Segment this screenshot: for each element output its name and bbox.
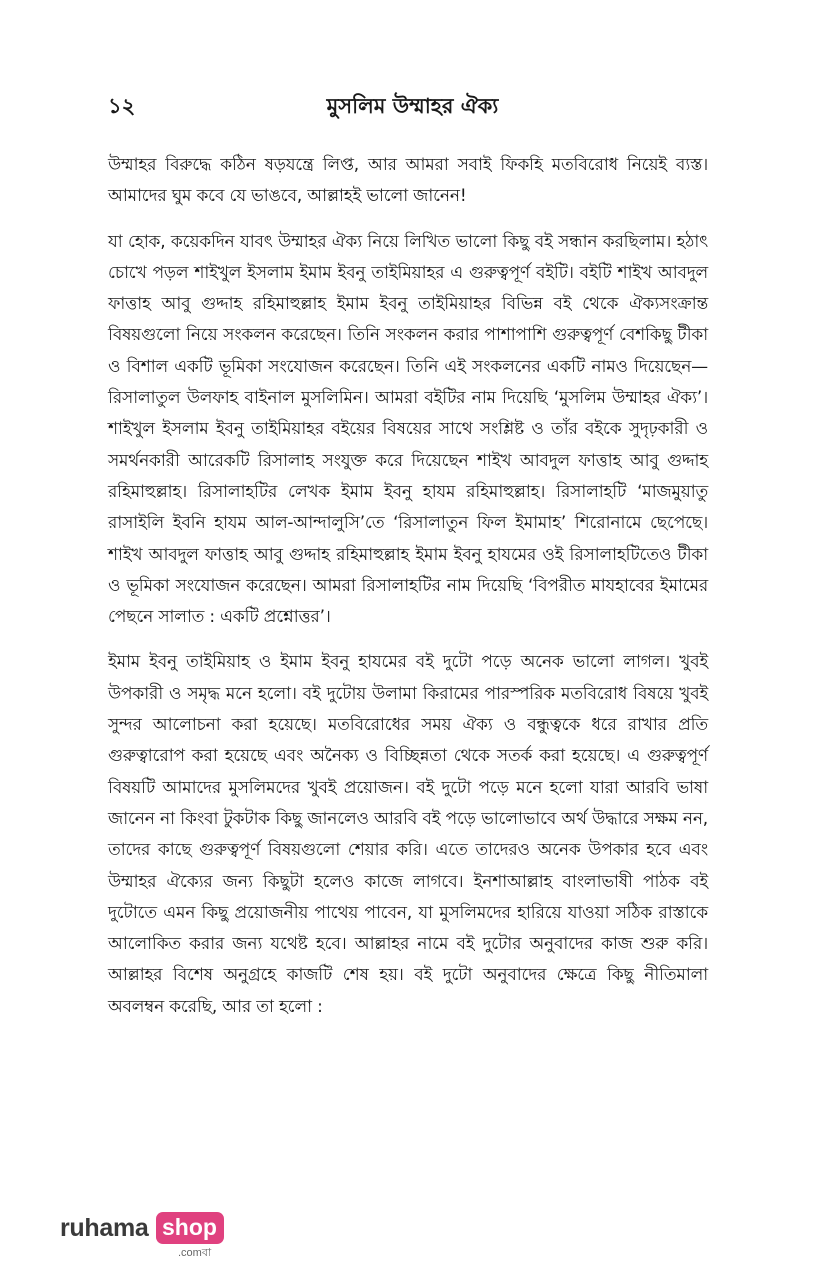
paragraph-1: উম্মাহর বিরুদ্ধে কঠিন ষড়যন্ত্রে লিপ্ত, আর আমরা সবাই ফিকহি মতবিরোধ নিয়েই ব্যস্ত। আমাদের ঘুম কবে যে ভাঙবে, আল্লাহই ভালো জানেন! [108, 155, 708, 207]
page-header [0, 84, 825, 124]
logo-domain-text: .comবা [178, 1247, 212, 1259]
ruhama-shop-watermark-logo [60, 1210, 230, 1260]
logo-shop-badge: shop [156, 1212, 224, 1244]
paragraph-3: ইমাম ইবনু তাইমিয়াহ ও ইমাম ইবনু হাযমের বই দুটো পড়ে অনেক ভালো লাগল। খুবই উপকারী ও সমৃদ্ধ মনে হলো। বই দুটোয় উলামা কিরামের পারস্পরিক মতবিরোধ বিষয়ে খুবই সুন্দর আলোচনা করা হয়েছে। মতবিরোধের সময় ঐক্য ও বন্ধুত্বকে ধরে রাখার প্রতি গুরুত্বারোপ করা হয়েছে এবং অনৈক্য ও বিচ্ছিন্নতা থেকে সতর্ক করা হয়েছে। এ গুরুত্বপূর্ণ বিষয়টি আমাদের মুসলিমদের খুবই প্রয়োজন। বই দুটো পড়ে মনে হলো যারা আরবি ভাষা জানেন না কিংবা টুকটাক কিছু জানলেও আরবি বই পড়ে ভালোভাবে অর্থ উদ্ধারে সক্ষম নন, তাদের কাছে গুরুত্বপূর্ণ বিষয়গুলো শেয়ার করি। এতে তাদেরও অনেক উপকার হবে এবং উম্মাহর ঐক্যের জন্য কিছুটা হলেও কাজে লাগবে। ইনশাআল্লাহ বাংলাভাষী পাঠক বই দুটোতে এমন কিছু প্রয়োজনীয় পাথেয় পাবেন, যা মুসলিমদের হারিয়ে যাওয়া সঠিক রাস্তাকে আলোকিত করার জন্য যথেষ্ট হবে। আল্লাহর নামে বই দুটোর অনুবাদের কাজ শুরু করি। আল্লাহর বিশেষ অনুগ্রহে কাজটি শেষ হয়। বই দুটো অনুবাদের ক্ষেত্রে কিছু নীতিমালা অবলম্বন করেছি, আর তা হলো : [108, 652, 708, 1017]
paragraph-2: যা হোক, কয়েকদিন যাবৎ উম্মাহর ঐক্য নিয়ে লিখিত ভালো কিছু বই সন্ধান করছিলাম। হঠাৎ চোখে পড়ল শাইখুল ইসলাম ইমাম ইবনু তাইমিয়াহর এ গুরুত্বপূর্ণ বইটি। বইটি শাইখ আবদুল ফাত্তাহ আবু গুদ্দাহ রহিমাহুল্লাহ ইমাম ইবনু তাইমিয়াহর বিভিন্ন বই থেকে ঐক্যসংক্রান্ত বিষয়গুলো নিয়ে সংকলন করেছেন। তিনি সংকলন করার পাশাপাশি গুরুত্বপূর্ণ বেশকিছু টীকা ও বিশাল একটি ভূমিকা সংযোজন করেছেন। তিনি এই সংকলনের একটি নামও দিয়েছেন—রিসালাতুল উলফাহ বাইনাল মুসলিমিন। আমরা বইটির নাম দিয়েছি ‘মুসলিম উম্মাহর ঐক্য’। শাইখুল ইসলাম ইবনু তাইমিয়াহর বইয়ের বিষয়ের সাথে সংশ্লিষ্ট ও তাঁর বইকে সুদৃঢ়কারী ও সমর্থনকারী আরেকটি রিসালাহ সংযুক্ত করে দিয়েছেন শাইখ আবদুল ফাত্তাহ আবু গুদ্দাহ রহিমাহুল্লাহ। রিসালাহটির লেখক ইমাম ইবনু হাযম রহিমাহুল্লাহ। রিসালাহটি ‘মাজমুয়াতু রাসাইলি ইবনি হাযম আল-আন্দালুসি’তে ‘রিসালাতুন ফিল ইমামাহ’ শিরোনামে ছেপেছে। শাইখ আবদুল ফাত্তাহ আবু গুদ্দাহ রহিমাহুল্লাহ ইমাম ইবনু হাযমের ওই রিসালাহটিতেও টীকা ও ভূমিকা সংযোজন করেছেন। আমরা রিসালাহটির নাম দিয়েছি ‘বিপরীত মাযহাবের ইমামের পেছনে সালাত : একটি প্রশ্নোত্তর’। [108, 231, 708, 628]
logo-brand-text: ruhama [60, 1214, 149, 1242]
page-number: ১২ [108, 94, 136, 118]
body-text [108, 150, 708, 1037]
running-title: মুসলিম উম্মাহর ঐক্য [326, 94, 499, 118]
